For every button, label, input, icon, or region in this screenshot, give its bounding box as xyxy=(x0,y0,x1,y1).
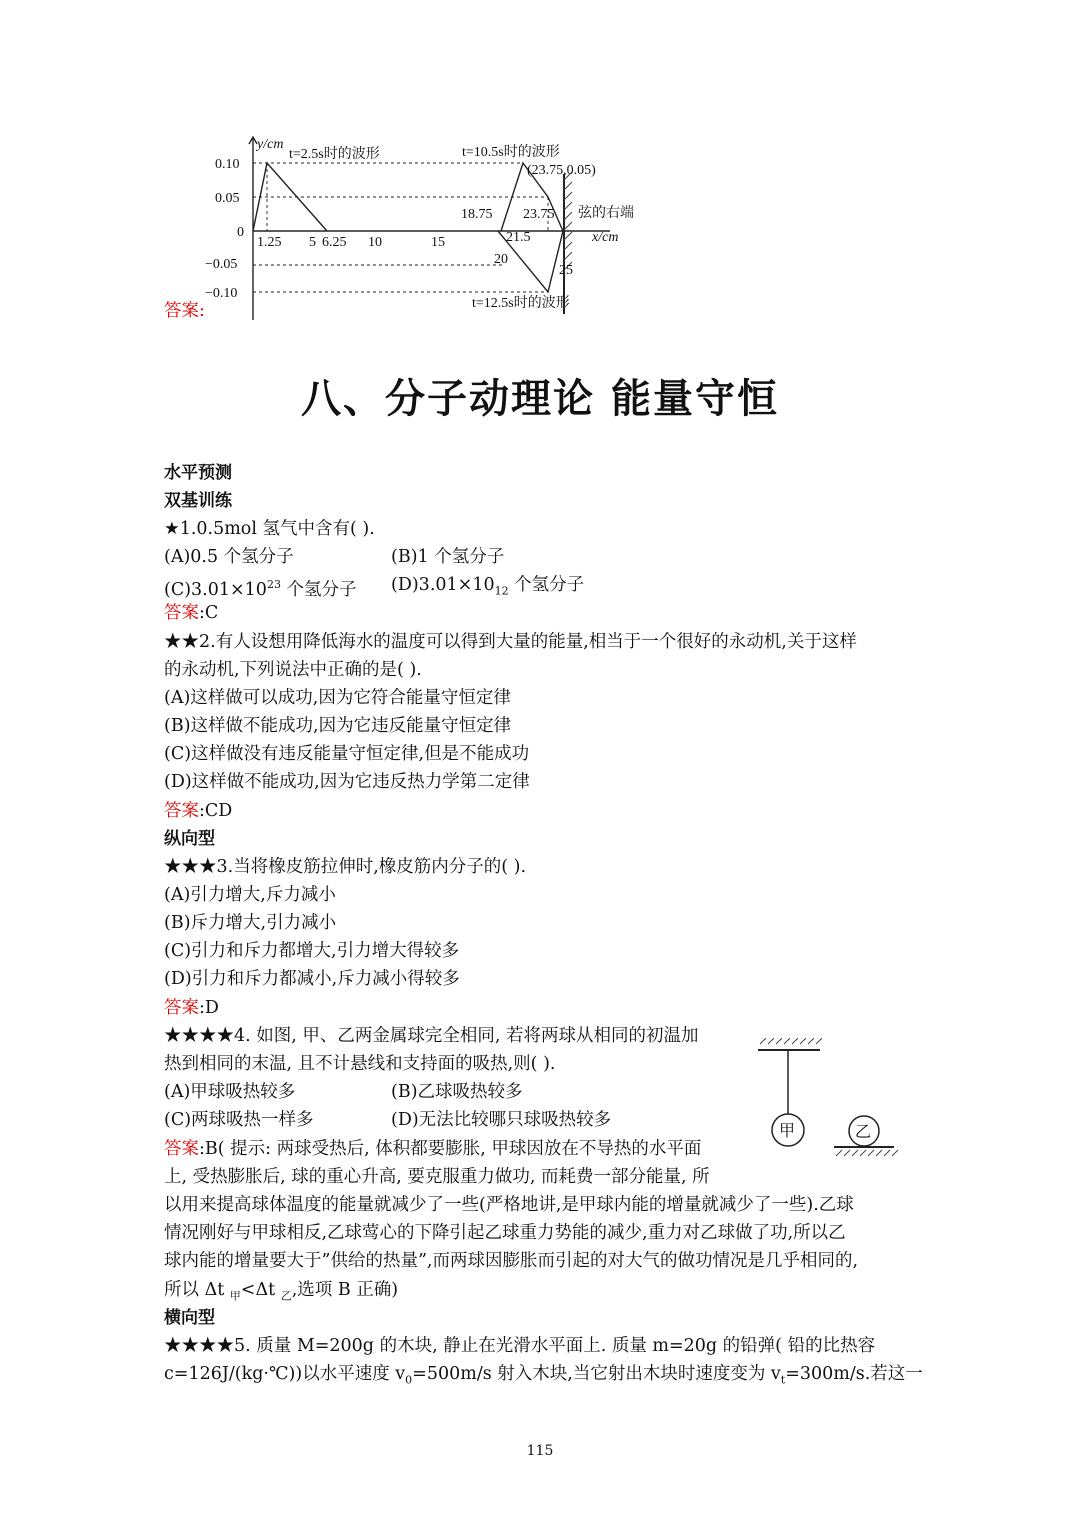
x-20: 20 xyxy=(494,252,508,267)
y-tick: −0.10 xyxy=(205,286,238,301)
chapter-title: 八、分子动理论 能量守恒 xyxy=(301,376,779,422)
string-end-label: 弦的右端 xyxy=(578,206,634,221)
x-21-5: 21.5 xyxy=(506,230,531,245)
option-d: (D)无法比较哪只球吸热较多 xyxy=(391,1110,612,1130)
wave-figure xyxy=(205,134,650,326)
option-b: (B)这样做不能成功,因为它违反能量守恒定律 xyxy=(164,716,512,736)
option-d: (D)这样做不能成功,因为它违反热力学第二定律 xyxy=(164,772,530,792)
answer-text: 情况刚好与甲球相反,乙球莺心的下降引起乙球重力势能的减少,重力对乙球做了功,所以乙 xyxy=(164,1223,846,1243)
answer-text: 所以 Δt $_甲$<Δt $_乙$,选项 B 正确) xyxy=(164,1280,399,1303)
x-23-75: 23.75 xyxy=(523,207,555,222)
label-t25: t=2.5s时的波形 xyxy=(289,147,380,162)
point-label: (23.75,0.05) xyxy=(527,163,596,178)
y-axis-label: y/cm xyxy=(257,137,284,152)
option-b: (B)乙球吸热较多 xyxy=(391,1082,523,1102)
question-4-stem: 热到相同的末温, 且不计悬线和支持面的吸热,则( ). xyxy=(164,1054,556,1074)
y-tick: −0.05 xyxy=(205,257,238,272)
answer: 答案:CD xyxy=(164,801,233,821)
page-number: 115 xyxy=(526,1443,554,1459)
ball-yi-label: 乙 xyxy=(855,1124,872,1141)
x-tick: 1.25 xyxy=(257,235,282,250)
x-18-75: 18.75 xyxy=(461,207,493,222)
answer: 答案:B( 提示: 两球受热后, 体积都要膨胀, 甲球因放在不导热的水平面 xyxy=(164,1139,702,1159)
balls-figure xyxy=(754,1038,904,1168)
answer-text: 球内能的增量要大于”供给的热量”,而两球因膨胀而引起的对大气的做功情况是几乎相同的, xyxy=(164,1251,859,1271)
section-heading: 纵向型 xyxy=(164,829,215,849)
section-heading: 横向型 xyxy=(164,1308,215,1328)
question-5-stem: c=126J/(kg·℃))以水平速度 $v_0=500m/s$ 射入木块,当它射出木块时速度变为 $v_t=300m/s$.若这一 xyxy=(164,1364,923,1387)
question-2-stem: 的永动机,下列说法中正确的是( ). xyxy=(164,660,422,680)
question-4-stem: ★★★★4. 如图, 甲、乙两金属球完全相同, 若将两球从相同的初温加 xyxy=(164,1026,699,1046)
question-3-stem: ★★★3.当将橡皮筋拉伸时,橡皮筋内分子的( ). xyxy=(164,857,527,877)
option-c: (C)两球吸热一样多 xyxy=(164,1110,314,1130)
label-t105: t=10.5s时的波形 xyxy=(462,145,560,160)
option-c: (C)引力和斥力都增大,引力增大得较多 xyxy=(164,941,460,961)
answer: 答案:C xyxy=(164,603,219,623)
question-1-stem: ★1.0.5mol 氢气中含有( ). xyxy=(164,519,375,539)
option-a: (A)引力增大,斥力减小 xyxy=(164,885,336,905)
answer-text: 以用来提高球体温度的能量就减少了一些(严格地讲,是甲球内能的增量就减少了一些).乙球 xyxy=(164,1195,854,1215)
question-2-stem: ★★2.有人设想用降低海水的温度可以得到大量的能量,相当于一个很好的永动机,关于这样 xyxy=(164,632,857,652)
option-a: (A)这样做可以成功,因为它符合能量守恒定律 xyxy=(164,688,511,708)
y-tick: 0 xyxy=(237,225,244,240)
answer-top: 答案: xyxy=(164,301,205,321)
option-a: (A)0.5 个氢分子 xyxy=(164,547,294,567)
x-tick: 6.25 xyxy=(322,235,347,250)
x-tick: 15 xyxy=(431,235,445,250)
option-b: (B)1 个氢分子 xyxy=(391,547,505,567)
section-heading: 双基训练 xyxy=(164,491,232,511)
option-d: $(D)3.01\times 10_{12}$ 个氢分子 xyxy=(391,575,585,598)
x-tick: 10 xyxy=(368,235,382,250)
x-25: 25 xyxy=(559,263,573,278)
section-heading: 水平预测 xyxy=(164,463,232,483)
ball-jia-label: 甲 xyxy=(779,1123,796,1140)
option-c: (C)这样做没有违反能量守恒定律,但是不能成功 xyxy=(164,744,530,764)
question-5-stem: ★★★★5. 质量 M=200g 的木块, 静止在光滑水平面上. 质量 m=20g 的铅弹( 铅的比热容 xyxy=(164,1336,876,1356)
label-t125: t=12.5s时的波形 xyxy=(472,296,570,311)
x-axis-label: x/cm xyxy=(592,230,619,245)
option-c: $(C)3.01\times 10^{23}$ 个氢分子 xyxy=(164,578,357,600)
answer: 答案:D xyxy=(164,998,219,1018)
y-tick: 0.10 xyxy=(215,157,240,172)
y-tick: 0.05 xyxy=(215,191,240,206)
answer-text: 上, 受热膨胀后, 球的重心升高, 要克服重力做功, 而耗费一部分能量, 所 xyxy=(164,1167,710,1187)
option-b: (B)斥力增大,引力减小 xyxy=(164,913,337,933)
option-a: (A)甲球吸热较多 xyxy=(164,1082,296,1102)
option-d: (D)引力和斥力都减小,斥力减小得较多 xyxy=(164,969,460,989)
x-tick: 5 xyxy=(309,235,316,250)
